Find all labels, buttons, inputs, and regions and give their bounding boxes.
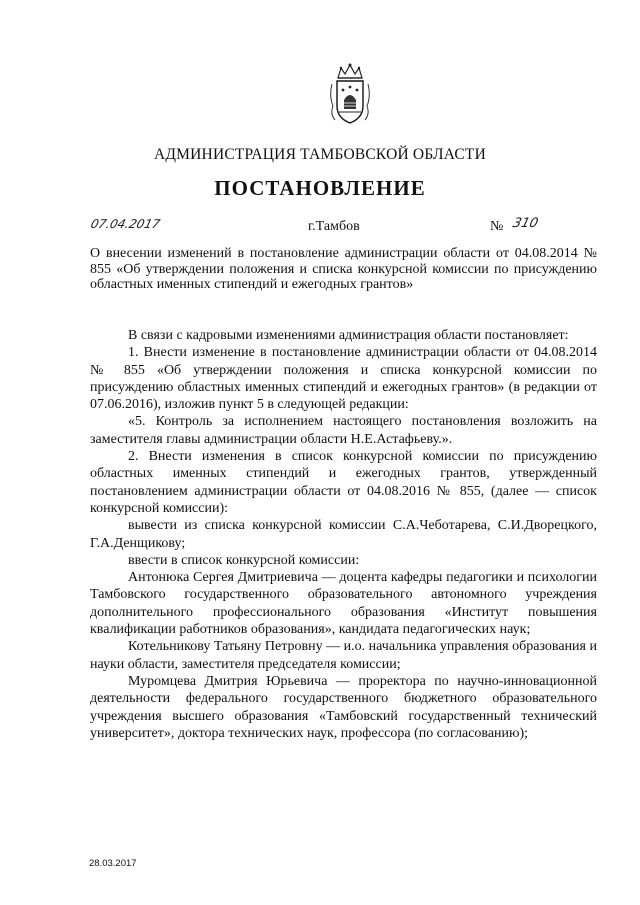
document-body: [90, 327, 597, 742]
organization-name: АДМИНИСТРАЦИЯ ТАМБОВСКОЙ ОБЛАСТИ: [154, 146, 486, 163]
document-number-label: №: [490, 219, 504, 234]
paragraph-item-2: 2. Внести изменения в список конкурсной комиссии по присуждению областных именных стипендий и ежегодных грантов, утвержденный постановлением администрации области от 04.08.2016 № 855, (далее — список конкурсной комиссии):: [90, 449, 597, 516]
document-city: г.Тамбов: [308, 219, 360, 234]
document-subject: О внесении изменений в постановление администрации области от 04.08.2014 № 855 «Об утверждении положения и списка конкурсной комиссии по присуждению областных именных стипендий и ежегодных грантов»: [90, 246, 597, 292]
paragraph-member-antonyuk: Антонюка Сергея Дмитриевича — доцента кафедры педагогики и психологии Тамбовского государственного образовательного автономного учреждения дополнительного профессионального образования «Институт повышения квалификации работников образования», кандидата педагогических наук;: [90, 570, 597, 638]
document-number: 310: [511, 216, 540, 231]
paragraph-quote-5: «5. Контроль за исполнением настоящего постановления возложить на заместителя главы администрации области Н.Е.Астафьеву.».: [90, 414, 597, 447]
paragraph-member-kotelnikova: Котельникову Татьяну Петровну — и.о. начальника управления образования и науки области, заместителя председателя комиссии;: [90, 639, 597, 672]
document-date: 07.04.2017: [89, 217, 162, 231]
document-type-title: ПОСТАНОВЛЕНИЕ: [214, 176, 426, 200]
paragraph-member-muromtsev: Муромцева Дмитрия Юрьевича — проректора по научно-инновационной деятельности федерального государственного бюджетного образовательного учреждения высшего образования «Тамбовский государственный технический университет», доктора технических наук, профессора (по согласованию);: [90, 673, 597, 741]
print-date: 28.03.2017: [89, 858, 137, 869]
paragraph-preamble: В связи с кадровыми изменениями администрация области постановляет:: [128, 328, 569, 343]
paragraph-item-1: 1. Внести изменение в постановление администрации области от 04.08.2014 № 855 «Об утверждении положения и списка конкурсной комиссии по присуждению областных именных стипендий и ежегодных грантов» (в редакции от 07.06.2016), изложив пункт 5 в следующей редакции:: [90, 345, 597, 413]
paragraph-add-members-intro: ввести в список конкурсной комиссии:: [128, 552, 360, 568]
coat-of-arms-icon: [327, 62, 373, 126]
paragraph-remove-members: вывести из списка конкурсной комиссии С.А.Чеботарева, С.И.Дворецкого, Г.А.Денщикову;: [90, 518, 597, 551]
